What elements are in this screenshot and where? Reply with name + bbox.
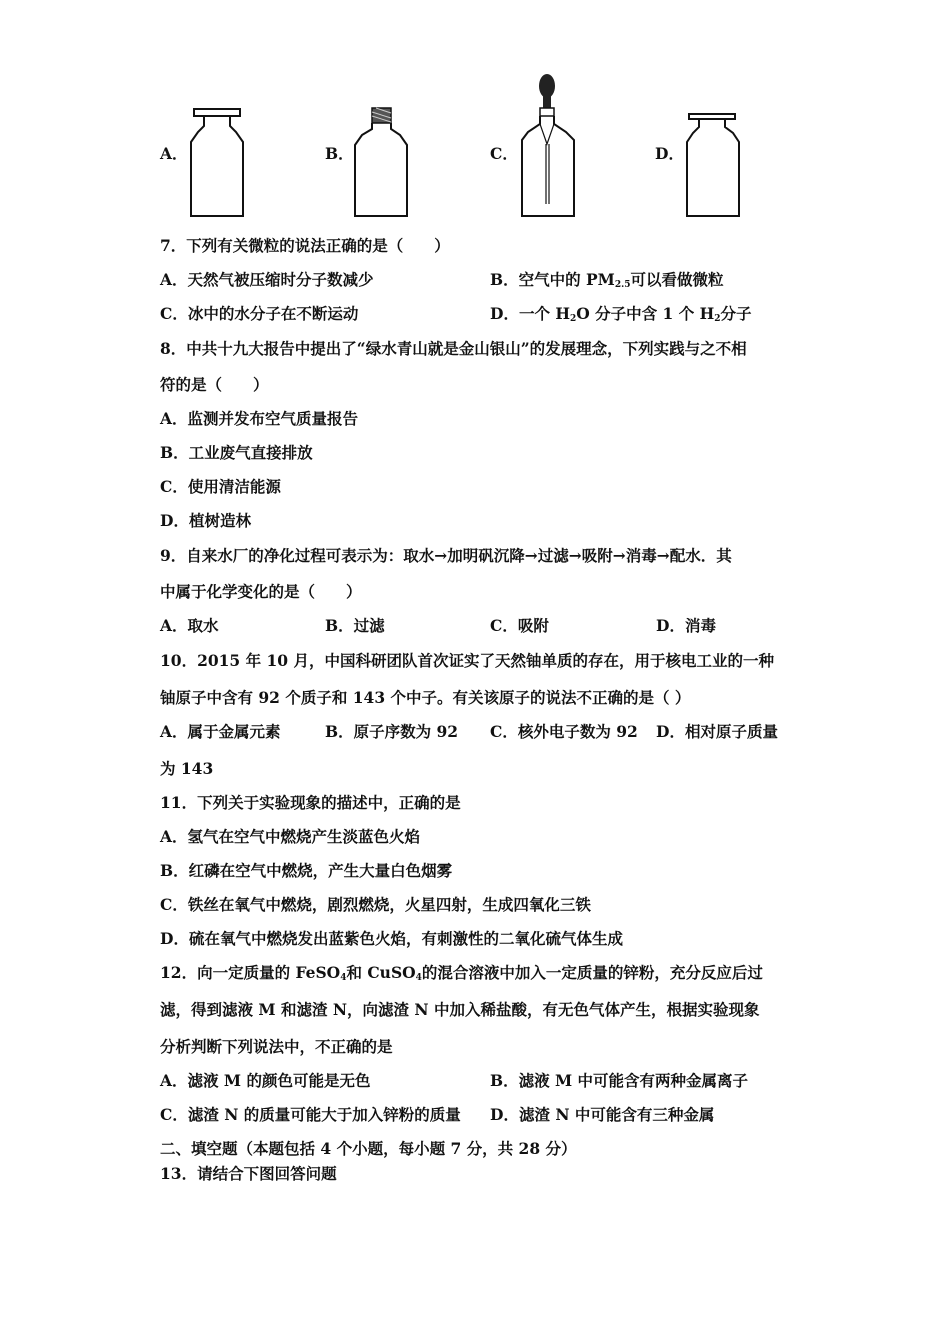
q7-option-c[interactable]: C．冰中的水分子在不断运动: [160, 304, 359, 323]
q11-stem: 11．下列关于实验现象的描述中，正确的是: [160, 793, 461, 812]
q6-option-c-label: C．: [490, 144, 518, 163]
q7-option-a[interactable]: A．天然气被压缩时分子数减少: [160, 270, 374, 289]
q11-option-d[interactable]: D．硫在氧气中燃烧发出蓝紫色火焰，有刺激性的二氧化硫气体生成: [160, 929, 623, 948]
q8-option-b[interactable]: B．工业废气直接排放: [160, 443, 313, 462]
q11-option-c[interactable]: C．铁丝在氧气中燃烧，剧烈燃烧，火星四射，生成四氧化三铁: [160, 895, 591, 914]
q9-option-d[interactable]: D．消毒: [656, 616, 716, 635]
q10-option-d-continued: 为 143: [160, 759, 214, 778]
glass-stopper-bottle-icon[interactable]: [186, 102, 256, 222]
q12-stem-line1: 12．向一定质量的 FeSO$_4$和 CuSO$_4$的混合溶液中加入一定质量的锌粉，充分反应后过: [160, 963, 763, 983]
q12-option-c[interactable]: C．滤渣 N 的质量可能大于加入锌粉的质量: [160, 1105, 461, 1124]
q8-option-a[interactable]: A．监测并发布空气质量报告: [160, 409, 359, 428]
q9-option-b[interactable]: B．过滤: [325, 616, 385, 635]
q9-option-c[interactable]: C．吸附: [490, 616, 549, 635]
q10-option-c[interactable]: C．核外电子数为 92: [490, 722, 638, 741]
q12-option-a[interactable]: A．滤液 M 的颜色可能是无色: [160, 1071, 371, 1090]
q9-option-a[interactable]: A．取水: [160, 616, 219, 635]
q7-option-d[interactable]: D．一个 $H_2O$ 分子中含 1 个 $H_2$分子: [490, 304, 752, 324]
q11-option-b[interactable]: B．红磷在空气中燃烧，产生大量白色烟雾: [160, 861, 453, 880]
rubber-stopper-bottle-icon[interactable]: [350, 102, 420, 222]
q6-option-a-label: A．: [160, 144, 188, 163]
q12-option-b[interactable]: B．滤液 M 中可能含有两种金属离子: [490, 1071, 749, 1090]
q11-option-a[interactable]: A．氢气在空气中燃烧产生淡蓝色火焰: [160, 827, 421, 846]
q10-option-d[interactable]: D．相对原子质量: [656, 722, 778, 741]
q9-stem-line2: 中属于化学变化的是（ ）: [160, 582, 362, 601]
q7-stem: 7．下列有关微粒的说法正确的是（ ）: [160, 236, 450, 255]
q6-option-d-label: D．: [655, 144, 684, 163]
q13-stem: 13．请结合下图回答问题: [160, 1164, 337, 1183]
q6-option-b-label: B．: [325, 144, 354, 163]
q10-option-b[interactable]: B．原子序数为 92: [325, 722, 459, 741]
q10-option-a[interactable]: A．属于金属元素: [160, 722, 281, 741]
q9-stem-line1: 9．自来水厂的净化过程可表示为：取水→加明矾沉降→过滤→吸附→消毒→配水．其: [160, 546, 732, 565]
q10-stem-line2: 铀原子中含有 92 个质子和 143 个中子。有关该原子的说法不正确的是（ ）: [160, 688, 691, 707]
dropper-bottle-icon[interactable]: [518, 72, 588, 222]
open-wide-bottle-icon[interactable]: [683, 102, 753, 222]
q8-stem-line1: 8．中共十九大报告中提出了“绿水青山就是金山银山”的发展理念，下列实践与之不相: [160, 339, 747, 358]
q8-option-d[interactable]: D．植树造林: [160, 511, 251, 530]
q12-stem-line2: 滤，得到滤液 M 和滤渣 N，向滤渣 N 中加入稀盐酸，有无色气体产生，根据实验现象: [160, 1000, 760, 1019]
q8-option-c[interactable]: C．使用清洁能源: [160, 477, 281, 496]
section-2-title: 二、填空题（本题包括 4 个小题，每小题 7 分，共 28 分）: [160, 1139, 577, 1158]
q6-bottles-figure: [150, 72, 790, 222]
q8-stem-line2: 符的是（ ）: [160, 375, 269, 394]
q12-option-d[interactable]: D．滤渣 N 中可能含有三种金属: [490, 1105, 715, 1124]
q12-stem-line3: 分析判断下列说法中，不正确的是: [160, 1037, 393, 1056]
q7-option-b[interactable]: B．空气中的 $PM_{2.5}$可以看做微粒: [490, 270, 724, 290]
q10-stem-line1: 10．2015 年 10 月，中国科研团队首次证实了天然铀单质的存在，用于核电工业的一种: [160, 651, 774, 670]
